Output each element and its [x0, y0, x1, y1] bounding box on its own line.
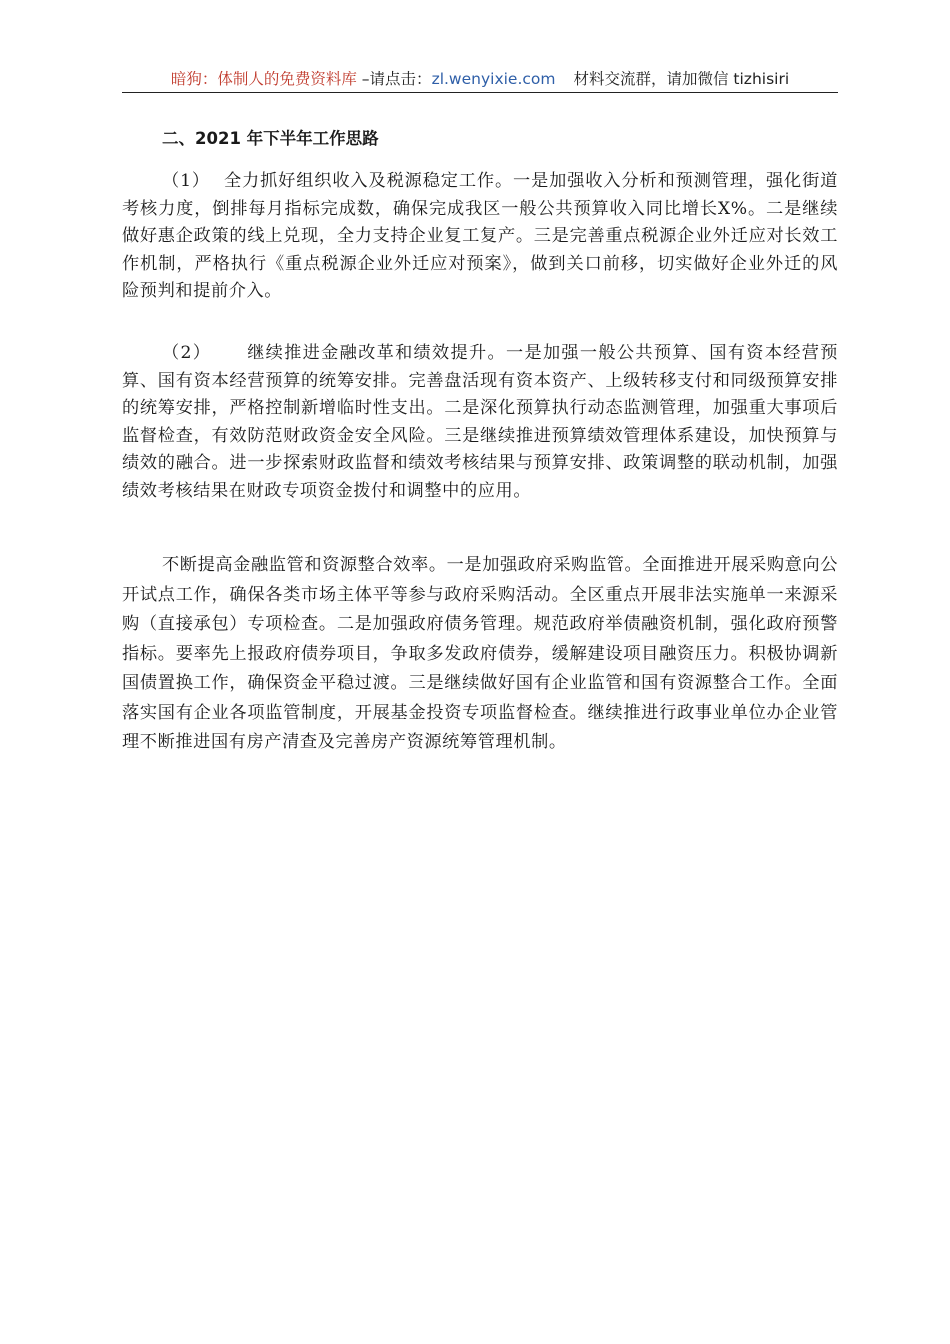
paragraph-number: （2）	[162, 343, 212, 363]
header-click-prompt: –请点击：	[356, 70, 432, 88]
section-heading: 二、2021 年下半年工作思路	[162, 129, 379, 148]
page-header	[122, 66, 838, 93]
paragraph-2	[122, 340, 838, 505]
paragraph-text: 不断提高金融监管和资源整合效率。一是加强政府采购监管。全面推进开展采购意向公开试点工作，确保各类市场主体平等参与政府采购活动。全区重点开展非法实施单一来源采购（直接承包）专项检查。二是加强政府债务管理。规范政府举债融资机制，强化政府预警指标。要率先上报政府债券项目，争取多发政府债券，缓解建设项目融资压力。积极协调新国债置换工作，确保资金平稳过渡。三是继续做好国有企业监管和国有资源整合工作。全面落实国有企业各项监管制度，开展基金投资专项监督检查。继续推进行政事业单位办企业管理不断推进国有房产清查及完善房产资源统筹管理机制。	[122, 555, 838, 752]
header-brand: 暗狗：体制人的免费资料库	[170, 70, 357, 88]
header-wechat-note: 材料交流群，请加微信 tizhisiri	[573, 70, 790, 88]
paragraph-text: 全力抓好组织收入及税源稳定工作。一是加强收入分析和预测管理，强化街道考核力度，倒排每月指标完成数，确保完成我区一般公共预算收入同比增长X%。二是继续做好惠企政策的线上兑现，全力支持企业复工复产。三是完善重点税源企业外迁应对长效工作机制，严格执行《重点税源企业外迁应对预案》，做到关口前移，切实做好企业外迁的风险预判和提前介入。	[122, 171, 838, 301]
paragraph-number: （1）	[162, 171, 210, 191]
header-url-link[interactable]: zl.wenyixie.com	[431, 70, 556, 88]
paragraph-text: 继续推进金融改革和绩效提升。一是加强一般公共预算、国有资本经营预算、国有资本经营预算的统筹安排。完善盘活现有资本资产、上级转移支付和同级预算安排的统筹安排，严格控制新增临时性支出。二是深化预算执行动态监测管理，加强重大事项后监督检查，有效防范财政资金安全风险。三是继续推进预算绩效管理体系建设，加快预算与绩效的融合。进一步探索财政监督和绩效考核结果与预算安排、政策调整的联动机制，加强绩效考核结果在财政专项资金拨付和调整中的应用。	[122, 343, 838, 501]
paragraph-3	[122, 551, 838, 758]
paragraph-1	[122, 168, 838, 306]
